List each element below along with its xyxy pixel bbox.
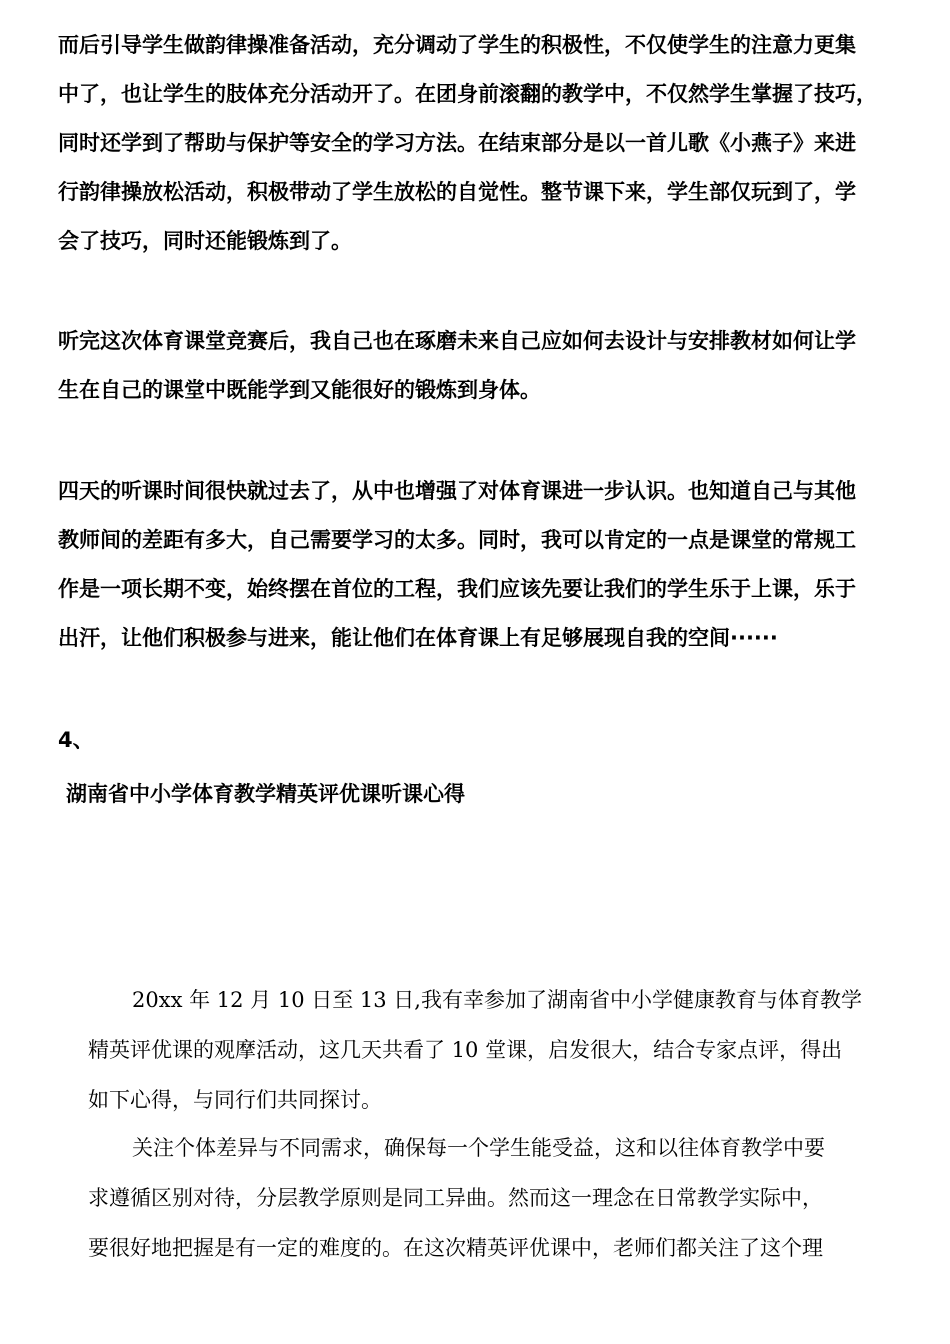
paragraph-5-line-2: 求遵循区别对待，分层教学原则是同工异曲。然而这一理念在日常教学实际中， bbox=[88, 1186, 823, 1210]
paragraph-5-line-1: 关注个体差异与不同需求，确保每一个学生能受益，这和以往体育教学中要 bbox=[132, 1136, 825, 1160]
paragraph-3-line-2: 教师间的差距有多大，自己需要学习的太多。同时，我可以肯定的一点是课堂的常规工 bbox=[58, 528, 856, 552]
paragraph-2-line-1: 听完这次体育课堂竞赛后，我自己也在琢磨未来自己应如何去设计与安排教材如何让学 bbox=[58, 329, 856, 353]
paragraph-4-line-3: 如下心得，与同行们共同探讨。 bbox=[88, 1088, 382, 1112]
section-title: 湖南省中小学体育教学精英评优课听课心得 bbox=[66, 782, 465, 806]
paragraph-3-line-1: 四天的听课时间很快就过去了，从中也增强了对体育课进一步认识。也知道自己与其他 bbox=[58, 479, 856, 503]
paragraph-2-line-2: 生在自己的课堂中既能学到又能很好的锻炼到身体。 bbox=[58, 378, 541, 402]
paragraph-1-line-4: 行韵律操放松活动，积极带动了学生放松的自觉性。整节课下来，学生部仅玩到了，学 bbox=[58, 180, 856, 204]
paragraph-1-line-1: 而后引导学生做韵律操准备活动，充分调动了学生的积极性，不仅使学生的注意力更集 bbox=[58, 33, 856, 57]
paragraph-1-line-5: 会了技巧，同时还能锻炼到了。 bbox=[58, 229, 352, 253]
paragraph-1-line-3: 同时还学到了帮助与保护等安全的学习方法。在结束部分是以一首儿歌《小燕子》来进 bbox=[58, 131, 856, 155]
section-number: 4、 bbox=[58, 728, 94, 752]
paragraph-4-line-2: 精英评优课的观摩活动，这几天共看了 10 堂课，启发很大，结合专家点评，得出 bbox=[88, 1038, 843, 1062]
paragraph-3-line-4: 出汗，让他们积极参与进来，能让他们在体育课上有足够展现自我的空间······ bbox=[58, 626, 778, 650]
paragraph-3-line-3: 作是一项长期不变，始终摆在首位的工程，我们应该先要让我们的学生乐于上课，乐于 bbox=[58, 577, 856, 601]
paragraph-5-line-3: 要很好地把握是有一定的难度的。在这次精英评优课中，老师们都关注了这个理 bbox=[88, 1236, 823, 1260]
paragraph-4-line-1: 20xx 年 12 月 10 日至 13 日,我有幸参加了湖南省中小学健康教育与体育教学 bbox=[132, 988, 862, 1012]
paragraph-1-line-2: 中了，也让学生的肢体充分活动开了。在团身前滚翻的教学中，不仅然学生掌握了技巧， bbox=[58, 82, 877, 106]
